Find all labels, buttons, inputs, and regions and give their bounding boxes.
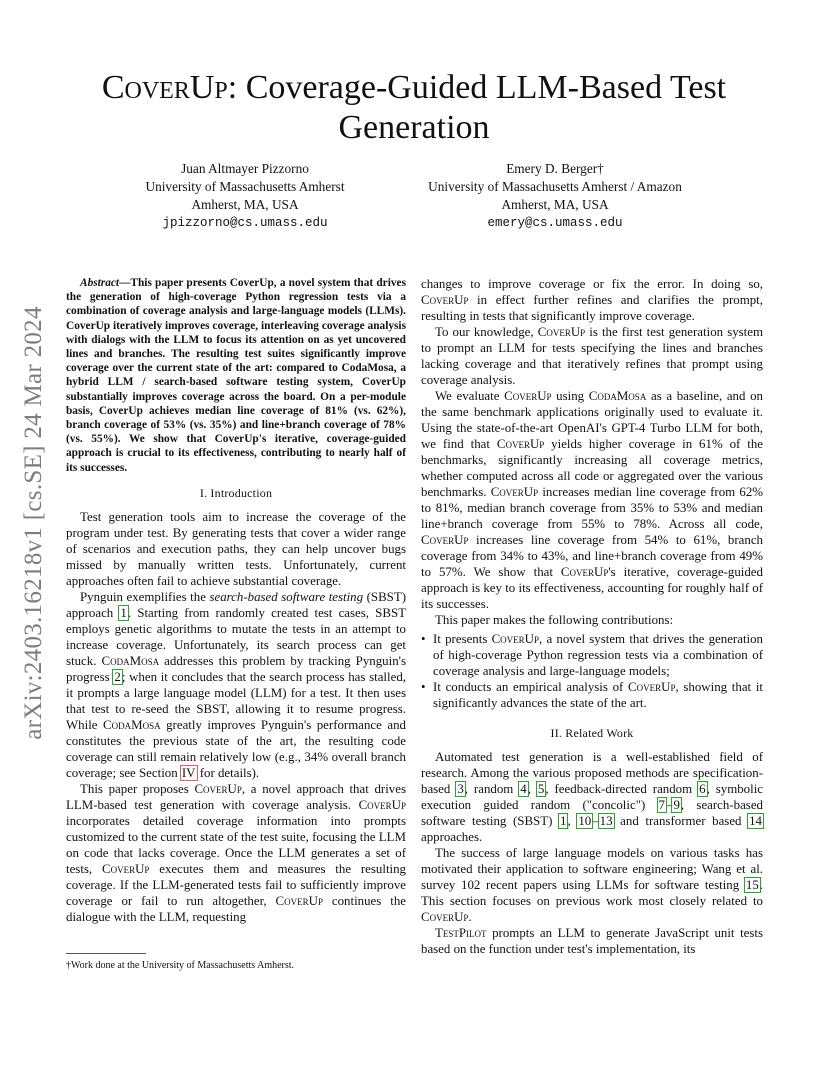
contribution-item: • It presents CoverUp, a novel system that drives the generation of high-coverage Python regression tests via a combination of coverage analysis and large-language models;: [421, 631, 763, 679]
author-location: Amherst, MA, USA: [191, 197, 299, 212]
paragraph: This paper makes the following contributions:: [435, 613, 674, 627]
paragraph: This paper proposes CoverUp, a novel approach that drives LLM-based test generation with coverage analysis. CoverUp incorporates detailed coverage information into prompts customized to the current state of the test suite, focusing the LLM on code that lacks coverage. Once the LLM generates a set of tests, CoverUp executes them and measures the resulting coverage. If the LLM-generated tests fail to sufficiently improve coverage or fail to run altogether, CoverUp continues the dialogue with the LLM, requesting: [66, 781, 406, 924]
author-block-2: [400, 160, 710, 232]
citation-link[interactable]: 13: [599, 814, 613, 828]
paper-title: [80, 68, 748, 148]
paragraph: TestPilot prompts an LLM to generate JavaScript unit tests based on the function under test's implementation, its: [421, 926, 763, 956]
paragraph: Test generation tools aim to increase the coverage of the program under test. By generating tests that cover a wider range of scenarios and execution paths, they can help uncover bugs missed by manually written tests. Unfortunately, current approaches often fail to achieve substantial coverage.: [66, 509, 406, 588]
title-line-1: CoverUp: Coverage-Guided LLM-Based Test: [101, 69, 727, 106]
author-affiliation: University of Massachusetts Amherst / Amazon: [428, 179, 682, 194]
title-line-2: Generation: [338, 109, 490, 146]
left-column: [66, 276, 406, 925]
paragraph: The success of large language models on various tasks has motivated their application to software engineering; Wang et al. survey 102 recent papers using LLMs for software testing 15. This section focuses on previous work most closely related to CoverUp.: [421, 846, 763, 924]
citation-link[interactable]: 7: [658, 798, 665, 812]
citation-link[interactable]: 1: [560, 814, 567, 828]
abstract: Abstract—This paper presents CoverUp, a novel system that drives the generation of high-coverage Python regression tests via a combination of coverage analysis and large-language models (LLMs). CoverUp iteratively improves coverage, interleaving coverage analysis with dialogs with the LLM to focus its attention on as yet uncovered lines and branches. The resulting test suites significantly improve coverage over the current state of the art: compared to CodaMosa, a hybrid LLM / search-based software testing system, CoverUp substantially improves coverage across the board. On a per-module basis, CoverUp achieves median line coverage of 81% (vs. 62%), branch coverage of 53% (vs. 35%) and line+branch coverage of 78% (vs. 55%). We show that CoverUp's iterative, coverage-guided approach is crucial to its effectiveness, contributing to nearly half of its successes.: [66, 277, 406, 474]
right-column: [421, 276, 763, 957]
citation-link[interactable]: 2: [114, 669, 121, 684]
section-ref-link[interactable]: IV: [181, 765, 196, 780]
author-email[interactable]: emery@cs.umass.edu: [487, 216, 623, 230]
paragraph: To our knowledge, CoverUp is the first test generation system to prompt an LLM for tests specifying the lines and branches lacking coverage and that iteratively refines that prompt using coverage analysis.: [421, 325, 763, 387]
citation-link[interactable]: 4: [520, 782, 527, 796]
author-email[interactable]: jpizzorno@cs.umass.edu: [162, 216, 328, 230]
citation-link[interactable]: 14: [749, 814, 762, 828]
paragraph: Automated test generation is a well-established field of research. Among the various proposed methods are specification-based 3, random 4, 5, feedback-directed random 6, symbolic execution guided random ("concolic") 7–9, search-based software testing (SBST) 1, 10–13 and transformer based 14 approaches.: [421, 750, 763, 844]
author-block-1: [120, 160, 370, 232]
citation-link[interactable]: 1: [120, 605, 127, 620]
paragraph: We evaluate CoverUp using CodaMosa as a baseline, and on the same benchmark applications originally used to evaluate it. Using the state-of-the-art OpenAI's GPT-4 Turbo LLM for both, we find that CoverUp yields higher coverage in 61% of the benchmarks, significantly increasing all coverage metrics, whether computed across all code or aggregated over the various benchmarks. CoverUp increases median line coverage from 62% to 81%, median branch coverage from 35% to 53% and median line+branch coverage from 55% to 78%. Across all code, CoverUp increases line coverage from 54% to 61%, branch coverage from 34% to 43%, and line+branch coverage from 49% to 57%. We show that CoverUp's iterative, coverage-guided approach is key to its effectiveness, accounting for roughly half of its successes.: [421, 389, 763, 611]
citation-link[interactable]: 3: [457, 782, 464, 796]
contributions-list: [421, 631, 763, 711]
author-name: Juan Altmayer Pizzorno: [181, 161, 309, 176]
paragraph: changes to improve coverage or fix the error. In doing so, CoverUp in effect further refines and clarifies the prompt, resulting in tests that significantly improve coverage.: [421, 277, 763, 323]
citation-link[interactable]: 6: [699, 782, 706, 796]
citation-link[interactable]: 9: [673, 798, 680, 812]
arxiv-identifier: arXiv:2403.16218v1 [cs.SE] 24 Mar 2024: [20, 306, 47, 740]
citation-link[interactable]: 5: [537, 782, 545, 796]
footnote-rule: [66, 953, 146, 954]
paragraph: Pynguin exemplifies the search-based software testing (SBST) approach 1. Starting from randomly created test cases, SBST employs genetic algorithms to mutate the tests in an attempt to increase coverage. Unfortunately, its search process can get stuck. CodaMosa addresses this problem by tracking Pynguin's progress 2; when it concludes that the search process has stalled, it prompts a large language model (LLM) for a test. It then uses that test to re-seed the SBST, allowing it to resume progress. While CodaMosa greatly improves Pynguin's performance and constitutes the previous state of the art, the resulting code coverage can still remain relatively low (e.g., 34% overall branch coverage; see Section IV for details).: [66, 589, 407, 780]
footnote: †Work done at the University of Massachusetts Amherst.: [66, 960, 295, 971]
author-location: Amherst, MA, USA: [501, 197, 609, 212]
author-name: Emery D. Berger†: [506, 161, 604, 176]
citation-link[interactable]: 10: [578, 814, 592, 828]
contribution-item: • It conducts an empirical analysis of CoverUp, showing that it significantly advances the state of the art.: [421, 679, 763, 711]
citation-link[interactable]: 15: [745, 878, 759, 892]
author-affiliation: University of Massachusetts Amherst: [145, 179, 345, 194]
section-heading-introduction: I. Introduction: [199, 485, 273, 500]
section-heading-related-work: II. Related Work: [550, 726, 634, 740]
